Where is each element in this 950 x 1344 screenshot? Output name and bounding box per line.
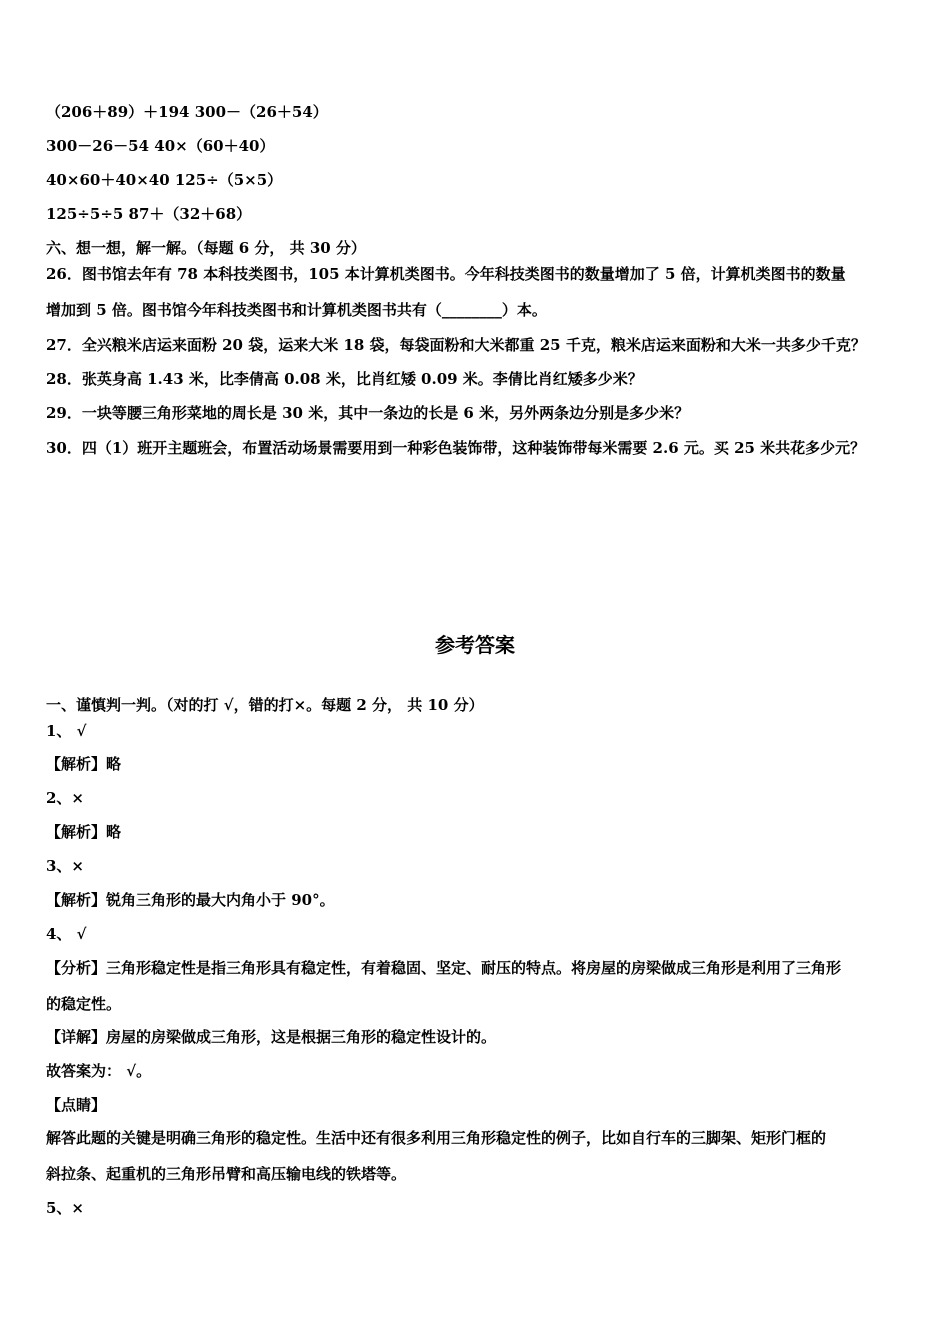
question-26-line1: 26．图书馆去年有 78 本科技类图书，105 本计算机类图书。今年科技类图书的数量增加了 5 倍，计算机类图书的数量 (46, 265, 846, 283)
answer-2: 2、× (46, 789, 85, 807)
calc-line-2: 300－26－54 40×（60＋40） (46, 137, 275, 155)
answer-3: 3、× (46, 857, 85, 875)
answer-4-dianjing: 【点睛】 (46, 1096, 107, 1114)
answers-title: 参考答案 (435, 633, 515, 657)
answer-4-result: 故答案为： √。 (46, 1062, 152, 1080)
answer-4-fenxi-line1: 【分析】三角形稳定性是指三角形具有稳定性，有着稳固、坚定、耐压的特点。将房屋的房梁做成三角形是利用了三角形 (46, 959, 842, 977)
calc-line-4: 125÷5÷5 87＋（32＋68） (46, 205, 252, 223)
question-29: 29．一块等腰三角形菜地的周长是 30 米，其中一条边的长是 6 米，另外两条边分别是多少米？ (46, 404, 690, 422)
answers-section1-heading: 一、谨慎判一判。（对的打 √，错的打×。每题 2 分， 共 10 分） (46, 696, 484, 714)
section6-heading: 六、想一想，解一解。（每题 6 分， 共 30 分） (46, 239, 366, 257)
question-26-line2: 增加到 5 倍。图书馆今年科技类图书和计算机类图书共有（________）本。 (46, 301, 547, 319)
answer-2-analysis: 【解析】略 (46, 823, 122, 841)
question-27: 27．全兴粮米店运来面粉 20 袋，运来大米 18 袋，每袋面粉和大米都重 25 千克，粮米店运来面粉和大米一共多少千克？ (46, 336, 866, 354)
question-30: 30．四（1）班开主题班会，布置活动场景需要用到一种彩色装饰带，这种装饰带每米需要 2.6 元。买 25 米共花多少元？ (46, 439, 866, 457)
answer-1-analysis: 【解析】略 (46, 755, 122, 773)
answer-3-analysis: 【解析】锐角三角形的最大内角小于 90°。 (46, 891, 335, 909)
answer-1: 1、 √ (46, 722, 87, 740)
answer-4-fenxi-line2: 的稳定性。 (46, 995, 122, 1013)
question-28: 28．张英身高 1.43 米，比李倩高 0.08 米，比肖红矮 0.09 米。李倩比肖红矮多少米？ (46, 370, 643, 388)
answer-4-xiangjie: 【详解】房屋的房梁做成三角形，这是根据三角形的稳定性设计的。 (46, 1028, 497, 1046)
calc-line-3: 40×60＋40×40 125÷（5×5） (46, 171, 283, 189)
calc-line-1: （206＋89）＋194 300－（26＋54） (46, 103, 328, 121)
answer-4: 4、 √ (46, 925, 87, 943)
answer-4-dianjing-line2: 斜拉条、起重机的三角形吊臂和高压输电线的铁塔等。 (46, 1165, 407, 1183)
answer-4-dianjing-line1: 解答此题的关键是明确三角形的稳定性。生活中还有很多利用三角形稳定性的例子，比如自行车的三脚架、矩形门框的 (46, 1129, 827, 1147)
answer-5: 5、× (46, 1199, 85, 1217)
